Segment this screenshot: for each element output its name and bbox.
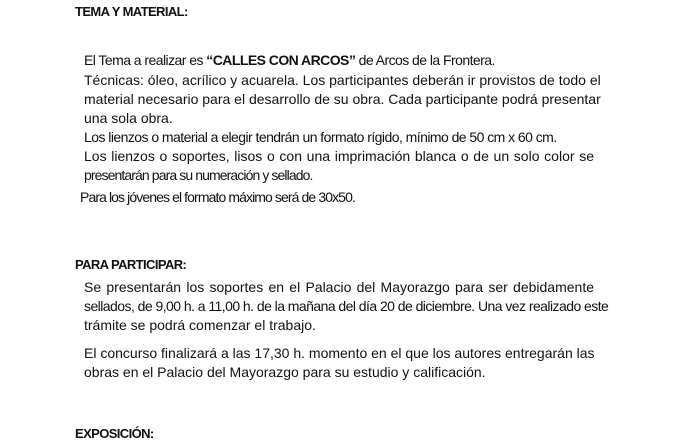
tema-paragraph-2-line-1: Técnicas: óleo, acrílico y acuarela. Los participantes deberán ir provistos de todo el <box>84 72 601 88</box>
heading-para-participar: PARA PARTICIPAR: <box>75 257 187 272</box>
heading-tema-y-material: TEMA Y MATERIAL: <box>75 4 188 19</box>
tema-paragraph-3: Los lienzos o material a elegir tendrán un formato rígido, mínimo de 50 cm x 60 cm. <box>84 129 557 145</box>
participar-paragraph-1-line-3: trámite se podrá comenzar el trabajo. <box>84 317 316 333</box>
tema-p1-suffix: de Arcos de la Frontera. <box>355 52 495 68</box>
participar-paragraph-2-line-1: El concurso finalizará a las 17,30 h. momento en el que los autores entregarán las <box>84 345 595 361</box>
tema-p1-prefix: El Tema a realizar es <box>84 52 207 68</box>
participar-paragraph-1-line-2: sellados, de 9,00 h. a 11,00 h. de la mañana del día 20 de diciembre. Una vez realizado este <box>84 298 609 314</box>
tema-paragraph-4-line-2: presentarán para su numeración y sellado. <box>84 167 313 183</box>
tema-paragraph-2-line-3: una sola obra. <box>84 110 173 126</box>
tema-paragraph-2-line-2: material necesario para el desarrollo de su obra. Cada participante podrá presentar <box>84 91 601 107</box>
participar-paragraph-1-line-1: Se presentarán los soportes en el Palacio del Mayorazgo para ser debidamente <box>84 279 594 295</box>
tema-paragraph-4-line-1: Los lienzos o soportes, lisos o con una imprimación blanca o de un solo color se <box>84 148 594 164</box>
tema-paragraph-1 <box>84 51 594 69</box>
heading-exposicion: EXPOSICIÓN: <box>75 426 154 441</box>
participar-paragraph-2-line-2: obras en el Palacio del Mayorazgo para su estudio y calificación. <box>84 364 486 380</box>
tema-title-bold: “CALLES CON ARCOS” <box>206 52 356 68</box>
tema-paragraph-5: Para los jóvenes el formato máximo será de 30x50. <box>80 189 355 205</box>
